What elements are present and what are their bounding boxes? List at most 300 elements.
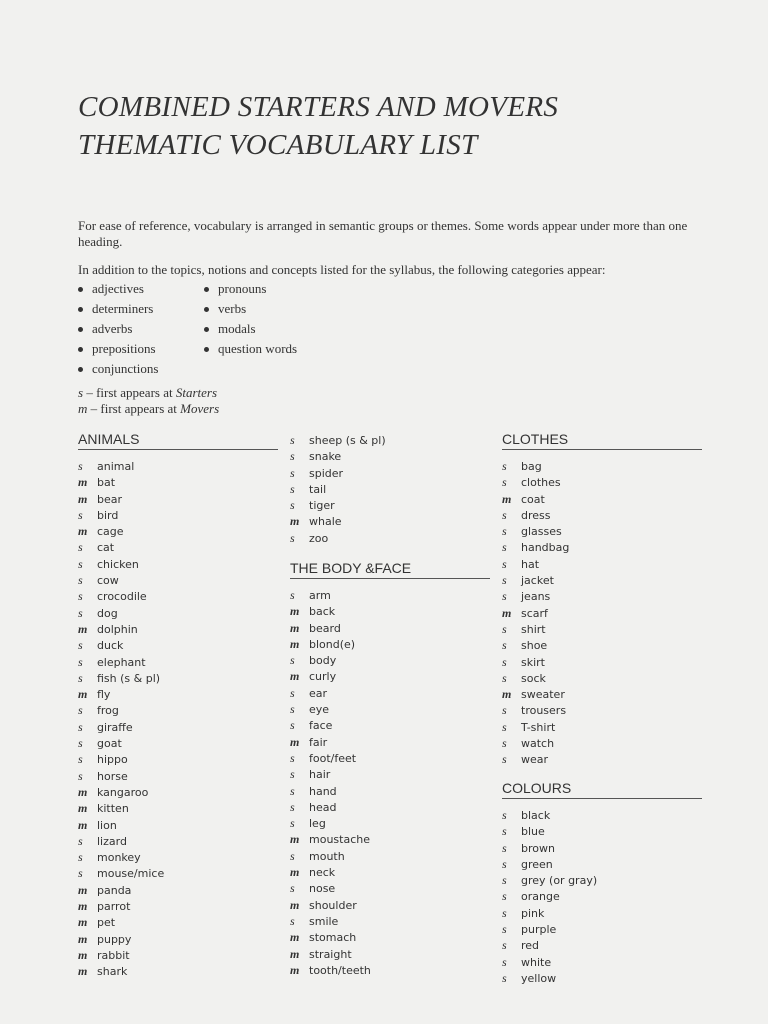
bullet-icon <box>78 347 83 352</box>
vocab-word: hair <box>309 768 331 782</box>
category-list-right <box>204 279 297 359</box>
level-code: s <box>78 752 83 767</box>
vocab-word: rabbit <box>97 948 130 962</box>
vocab-item <box>290 962 490 978</box>
vocab-word: dolphin <box>97 622 138 636</box>
vocab-item <box>502 507 702 523</box>
vocab-item <box>502 905 702 921</box>
vocab-word: giraffe <box>97 720 133 734</box>
vocab-word: frog <box>97 704 119 718</box>
vocab-item <box>502 719 702 735</box>
category-item: modals <box>204 319 297 339</box>
vocab-word: snake <box>309 450 342 464</box>
vocab-word: cow <box>97 574 119 588</box>
vocab-word: grey (or gray) <box>521 874 598 888</box>
level-code: s <box>78 573 83 588</box>
vocab-item <box>502 840 702 856</box>
vocab-item <box>78 686 278 702</box>
level-code: m <box>290 514 300 529</box>
section-heading-clothes: CLOTHES <box>502 431 702 450</box>
vocab-item <box>78 882 278 898</box>
vocab-item <box>78 719 278 735</box>
vocab-word: leg <box>309 817 326 831</box>
vocab-item <box>78 637 278 653</box>
vocab-item <box>290 831 490 847</box>
vocab-item <box>502 921 702 937</box>
vocab-word: curly <box>309 670 337 684</box>
vocab-item <box>290 848 490 864</box>
vocab-word: sweater <box>521 688 565 702</box>
vocab-item <box>78 605 278 621</box>
vocab-word: goat <box>97 737 122 751</box>
vocab-item <box>502 954 702 970</box>
category-item: prepositions <box>78 339 158 359</box>
vocab-item <box>502 702 702 718</box>
level-code: s <box>502 589 507 604</box>
level-code: s <box>290 881 295 896</box>
level-code: s <box>502 856 507 871</box>
vocab-word: fair <box>309 735 328 749</box>
vocab-item <box>502 556 702 572</box>
level-code: s <box>502 540 507 555</box>
vocab-item <box>502 807 702 823</box>
vocab-word: shark <box>97 965 128 979</box>
vocab-word: whale <box>309 515 342 529</box>
vocab-word: panda <box>97 883 132 897</box>
vocab-item <box>290 815 490 831</box>
level-code: s <box>78 670 83 685</box>
bullet-icon <box>78 327 83 332</box>
level-code: s <box>290 718 295 733</box>
vocab-item <box>502 621 702 637</box>
vocab-word: brown <box>521 841 555 855</box>
level-code: s <box>502 824 507 839</box>
vocab-word: tail <box>309 482 327 496</box>
vocab-item <box>290 946 490 962</box>
level-code: s <box>502 638 507 653</box>
vocab-item <box>78 572 278 588</box>
vocab-item <box>78 654 278 670</box>
vocab-word: hand <box>309 784 337 798</box>
vocab-item <box>78 491 278 507</box>
vocab-word: wear <box>521 753 549 767</box>
vocab-item <box>78 914 278 930</box>
vocab-word: fly <box>97 688 111 702</box>
category-item: pronouns <box>204 279 297 299</box>
vocab-word: trousers <box>521 704 567 718</box>
level-code: m <box>502 491 512 506</box>
vocab-word: skirt <box>521 655 545 669</box>
legend-starters: s – first appears at Starters <box>78 385 218 400</box>
vocab-item <box>502 523 702 539</box>
title-line-2: THEMATIC VOCABULARY LIST <box>78 129 478 161</box>
vocab-item <box>502 539 702 555</box>
vocab-item <box>78 539 278 555</box>
vocab-word: sheep (s & pl) <box>309 434 386 447</box>
level-code: s <box>78 768 83 783</box>
vocab-word: eye <box>309 703 330 717</box>
vocab-word: back <box>309 605 336 619</box>
vocab-item <box>502 491 702 507</box>
vocab-item <box>290 448 490 464</box>
level-code: s <box>290 653 295 668</box>
level-code: s <box>290 530 295 545</box>
section-clothes <box>502 431 702 768</box>
level-code: s <box>78 866 83 881</box>
vocab-word: hat <box>521 557 540 571</box>
vocab-item <box>290 636 490 652</box>
level-code: m <box>290 962 300 977</box>
section-animals-continued <box>290 432 490 546</box>
level-code: s <box>290 433 295 447</box>
level-code: m <box>290 897 300 912</box>
level-code: s <box>78 605 83 620</box>
level-code: s <box>502 556 507 571</box>
level-code: s <box>502 507 507 522</box>
level-code: s <box>502 524 507 539</box>
page-title <box>78 88 738 164</box>
level-code: s <box>290 750 295 765</box>
vocab-item <box>290 750 490 766</box>
vocab-item <box>290 685 490 701</box>
level-code: m <box>78 947 88 962</box>
level-code: s <box>78 850 83 865</box>
level-code: m <box>78 687 88 702</box>
vocab-word: spider <box>309 466 344 480</box>
vocab-word: parrot <box>97 900 131 914</box>
vocab-item <box>290 766 490 782</box>
vocab-item <box>502 637 702 653</box>
section-animals <box>78 431 278 980</box>
word-list <box>502 458 702 768</box>
vocab-word: stomach <box>309 931 357 945</box>
vocab-item <box>290 481 490 497</box>
level-code: s <box>502 970 507 985</box>
vocab-word: dog <box>97 606 118 620</box>
category-item: adjectives <box>78 279 158 299</box>
vocab-word: watch <box>521 737 555 751</box>
vocab-word: hippo <box>97 753 128 767</box>
vocab-word: crocodile <box>97 590 147 604</box>
vocab-word: sock <box>521 671 546 685</box>
vocab-word: moustache <box>309 833 370 847</box>
vocab-item <box>78 784 278 800</box>
vocab-word: yellow <box>521 971 557 985</box>
vocab-item <box>78 865 278 881</box>
vocab-item <box>290 603 490 619</box>
level-code: s <box>502 938 507 953</box>
word-list <box>290 587 490 978</box>
level-code: s <box>502 670 507 685</box>
vocab-item <box>290 897 490 913</box>
vocab-word: green <box>521 857 553 871</box>
vocab-item <box>78 751 278 767</box>
vocab-item <box>290 929 490 945</box>
level-code: s <box>290 767 295 782</box>
level-code: s <box>502 905 507 920</box>
vocab-word: bear <box>97 492 123 506</box>
vocab-word: black <box>521 809 551 822</box>
level-code: s <box>502 703 507 718</box>
vocab-word: jacket <box>521 574 554 588</box>
level-code: m <box>290 604 300 619</box>
vocab-item <box>290 530 490 546</box>
level-code: m <box>78 491 88 506</box>
vocab-word: smile <box>309 914 339 928</box>
category-item: adverbs <box>78 319 158 339</box>
level-code: s <box>78 703 83 718</box>
vocab-word: purple <box>521 923 557 937</box>
vocab-word: animal <box>97 460 135 473</box>
vocab-item <box>290 620 490 636</box>
level-code: m <box>290 734 300 749</box>
vocab-item <box>502 735 702 751</box>
category-item: conjunctions <box>78 359 158 379</box>
level-code: m <box>78 817 88 832</box>
vocab-item <box>78 474 278 490</box>
vocab-item <box>78 849 278 865</box>
vocab-item <box>290 717 490 733</box>
level-code: m <box>502 687 512 702</box>
vocab-word: nose <box>309 882 336 896</box>
level-code: m <box>290 865 300 880</box>
vocab-item <box>290 913 490 929</box>
bullet-icon <box>204 307 209 312</box>
vocab-word: puppy <box>97 932 132 946</box>
vocab-item <box>290 497 490 513</box>
vocab-word: face <box>309 719 333 733</box>
level-code: m <box>78 882 88 897</box>
legend-movers: m – first appears at Movers <box>78 401 220 416</box>
level-code: s <box>78 833 83 848</box>
vocab-word: kitten <box>97 802 129 816</box>
level-code: s <box>290 799 295 814</box>
level-code: s <box>78 507 83 522</box>
level-code: s <box>78 638 83 653</box>
level-code: s <box>290 913 295 928</box>
bullet-icon <box>78 367 83 372</box>
vocab-word: handbag <box>521 541 570 555</box>
word-list <box>502 807 702 986</box>
vocab-item <box>290 799 490 815</box>
level-code: m <box>290 946 300 961</box>
section-heading-body-face: THE BODY &FACE <box>290 560 490 579</box>
vocab-word: blond(e) <box>309 637 356 651</box>
vocab-item <box>502 937 702 953</box>
vocab-item <box>290 652 490 668</box>
vocab-word: bag <box>521 460 542 473</box>
level-code: s <box>78 719 83 734</box>
vocab-item <box>502 588 702 604</box>
vocab-item <box>290 668 490 684</box>
level-code: s <box>502 808 507 822</box>
vocab-word: pet <box>97 916 116 930</box>
level-code: s <box>290 498 295 513</box>
category-list-left <box>78 279 158 379</box>
level-code: s <box>78 654 83 669</box>
vocab-word: tooth/teeth <box>309 963 371 977</box>
vocab-word: foot/feet <box>309 751 357 765</box>
level-code: s <box>502 719 507 734</box>
level-code: m <box>290 832 300 847</box>
vocab-item <box>290 864 490 880</box>
bullet-icon <box>204 327 209 332</box>
level-code: m <box>502 605 512 620</box>
vocab-word: blue <box>521 825 545 839</box>
level-code: s <box>290 702 295 717</box>
level-code: s <box>502 922 507 937</box>
vocab-word: chicken <box>97 557 139 571</box>
vocab-word: bat <box>97 476 116 490</box>
vocab-word: ear <box>309 686 328 700</box>
vocab-word: jeans <box>521 590 551 604</box>
bullet-icon <box>78 287 83 292</box>
vocab-item <box>78 898 278 914</box>
bullet-icon <box>204 347 209 352</box>
level-code: m <box>290 620 300 635</box>
level-code: s <box>290 848 295 863</box>
vocab-item <box>502 823 702 839</box>
level-code: s <box>502 573 507 588</box>
vocab-word: tiger <box>309 499 335 513</box>
level-code: m <box>78 784 88 799</box>
level-code: m <box>78 801 88 816</box>
vocab-word: zoo <box>309 531 329 545</box>
vocab-item <box>502 605 702 621</box>
vocab-item <box>78 833 278 849</box>
bullet-icon <box>204 287 209 292</box>
vocab-item <box>502 474 702 490</box>
vocab-item <box>290 701 490 717</box>
level-code: s <box>502 752 507 767</box>
vocab-word: glasses <box>521 525 562 539</box>
vocab-word: elephant <box>97 655 146 669</box>
level-code: s <box>78 556 83 571</box>
category-item: verbs <box>204 299 297 319</box>
vocab-word: straight <box>309 947 352 961</box>
vocab-item <box>78 947 278 963</box>
vocab-word: scarf <box>521 606 548 620</box>
vocab-word: cat <box>97 541 115 555</box>
vocab-item <box>502 888 702 904</box>
vocab-word: shoe <box>521 639 548 653</box>
vocab-item <box>502 872 702 888</box>
vocab-word: red <box>521 939 540 953</box>
vocab-word: dress <box>521 508 551 522</box>
vocab-item <box>502 572 702 588</box>
section-heading-colours: COLOURS <box>502 780 702 799</box>
vocab-word: beard <box>309 621 341 635</box>
level-code: s <box>502 459 507 473</box>
intro-paragraph: For ease of reference, vocabulary is arranged in semantic groups or themes. Some words appear under more than one heading. <box>78 218 688 249</box>
vocab-item <box>502 670 702 686</box>
level-code: s <box>502 954 507 969</box>
vocab-item <box>502 751 702 767</box>
vocab-item <box>78 931 278 947</box>
vocab-word: head <box>309 800 337 814</box>
vocab-item <box>290 513 490 529</box>
level-code: m <box>290 636 300 651</box>
vocab-item <box>290 880 490 896</box>
vocab-item <box>78 817 278 833</box>
level-code: s <box>78 589 83 604</box>
vocab-word: mouse/mice <box>97 867 165 881</box>
vocab-word: shirt <box>521 622 546 636</box>
level-code: s <box>502 889 507 904</box>
vocab-word: duck <box>97 639 124 653</box>
vocab-word: white <box>521 955 552 969</box>
vocab-word: monkey <box>97 851 141 865</box>
level-code: m <box>78 964 88 979</box>
level-code: s <box>502 654 507 669</box>
level-code: s <box>78 736 83 751</box>
vocab-item <box>290 587 490 603</box>
level-code: s <box>502 475 507 490</box>
vocab-item <box>502 856 702 872</box>
level-code: m <box>78 475 88 490</box>
vocab-word: orange <box>521 890 560 904</box>
vocab-word: T-shirt <box>521 720 556 734</box>
vocab-word: bird <box>97 508 119 522</box>
level-code: s <box>290 481 295 496</box>
vocab-word: body <box>309 654 337 668</box>
vocab-item <box>78 670 278 686</box>
title-line-1: COMBINED STARTERS AND MOVERS <box>78 91 559 123</box>
vocab-item <box>502 686 702 702</box>
vocab-word: cage <box>97 525 124 539</box>
level-code: m <box>290 930 300 945</box>
vocab-item <box>78 556 278 572</box>
vocab-word: lizard <box>97 834 127 848</box>
level-code: s <box>290 783 295 798</box>
vocab-word: arm <box>309 589 331 602</box>
category-item: determiners <box>78 299 158 319</box>
level-code: s <box>502 736 507 751</box>
level-code: s <box>502 621 507 636</box>
level-code: s <box>502 873 507 888</box>
vocab-word: kangaroo <box>97 785 149 799</box>
level-code: m <box>78 899 88 914</box>
vocab-item <box>290 734 490 750</box>
vocab-item <box>502 970 702 986</box>
level-code: s <box>502 840 507 855</box>
level-code: s <box>78 540 83 555</box>
level-code: m <box>78 931 88 946</box>
vocab-item <box>78 588 278 604</box>
level-code: s <box>290 685 295 700</box>
category-item: question words <box>204 339 297 359</box>
intro-categories-paragraph: In addition to the topics, notions and concepts listed for the syllabus, the following categories appear: <box>78 262 606 277</box>
bullet-icon <box>78 307 83 312</box>
vocab-item <box>78 735 278 751</box>
level-code: m <box>78 915 88 930</box>
vocab-item <box>78 621 278 637</box>
vocab-item <box>290 432 490 448</box>
vocab-word: clothes <box>521 476 561 490</box>
level-code: s <box>78 459 83 473</box>
vocab-word: fish (s & pl) <box>97 671 161 685</box>
vocab-item <box>78 458 278 474</box>
vocab-item <box>502 654 702 670</box>
word-list <box>290 432 490 546</box>
vocab-item <box>290 465 490 481</box>
section-heading-animals: ANIMALS <box>78 431 278 450</box>
level-code: m <box>78 524 88 539</box>
level-code: m <box>78 621 88 636</box>
level-code: s <box>290 465 295 480</box>
vocab-word: horse <box>97 769 128 783</box>
vocab-item <box>290 783 490 799</box>
